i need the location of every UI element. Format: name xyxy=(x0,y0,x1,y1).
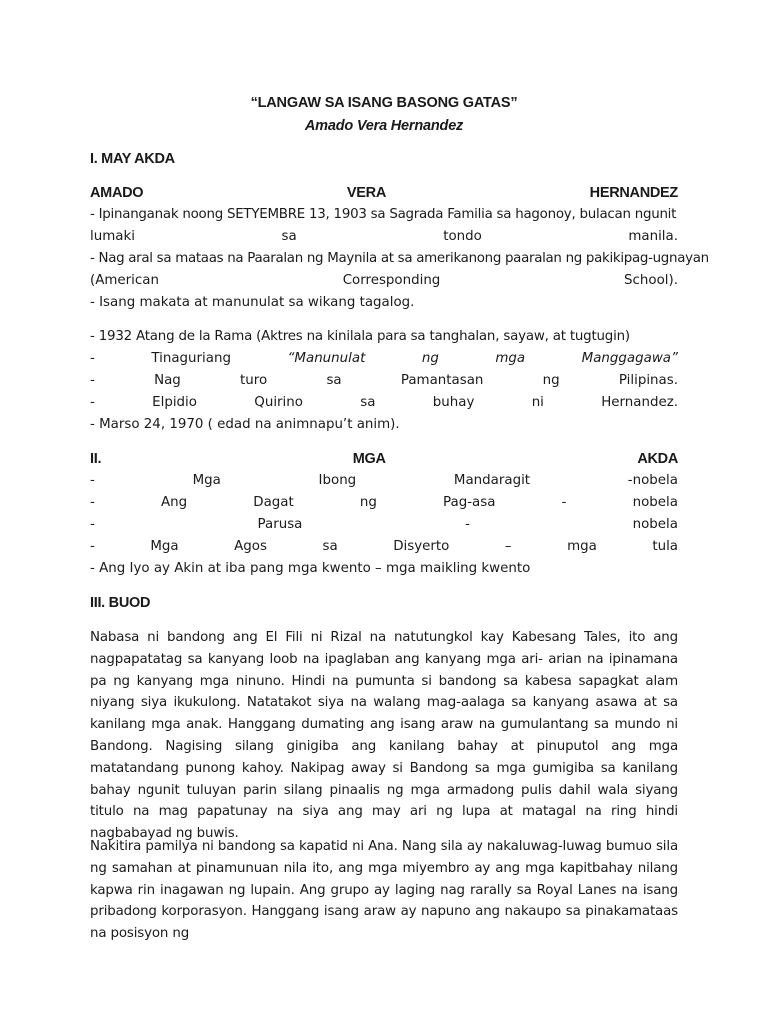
work-word: - xyxy=(90,473,95,488)
section-2-heading xyxy=(90,448,678,470)
work-line-5: - Ang Iyo ay Akin at iba pang mga kwento – mga maikling kwento xyxy=(90,561,531,576)
bio-line-2 xyxy=(90,226,678,248)
facts-line-3 xyxy=(90,370,678,392)
facts-line-5: - Marso 24, 1970 ( edad na animnapu’t anim). xyxy=(90,417,400,432)
facts-word: ng xyxy=(542,373,560,388)
facts-word: sa xyxy=(360,395,376,410)
bio-word: tondo xyxy=(443,229,482,244)
work-word: Ang xyxy=(160,495,188,510)
facts-word: Elpidio xyxy=(152,395,197,410)
section-1-heading: I. MAY AKDA xyxy=(90,151,175,167)
work-word: Disyerto xyxy=(393,539,450,554)
summary-paragraph-1-text: Nabasa ni bandong ang El Fili ni Rizal na natutungkol kay Kabesang Tales, ito ang nagpapatatag sa kanyang loob na ipaglaban ang kanyang mga ari- arian na ipinamana pa ng kanyang mga ninuno. Hindi na pumunta si bandong sa kabesa sapagkat alam niyang siya ikukulong. Natatakot siya na walang mag-aalaga sa kanyang asawa at sa kanilang mga anak. Hanggang dumating ang isang araw na gumulantang sa mundo ni Bandong. Nagising silang ginigiba ang kanilang bahay at pinuputol ang mga matatandang punong kahoy. Nakipag away si Bandong sa mga gumigiba sa kanilang bahay ngunit tuluyan parin silang pinaalis ng mga armadong pulis dahil wala siyang titulo na mag papatunay na siya ang may ari ng lupa at matagal na ring hindi nagbabayad ng buwis. xyxy=(90,630,678,842)
work-line-2 xyxy=(90,492,678,514)
title-block xyxy=(90,92,678,138)
section-2-heading-word: II. xyxy=(90,451,102,467)
work-word: Pag-asa xyxy=(443,495,496,510)
work-word: -nobela xyxy=(627,473,678,488)
work-word: - xyxy=(90,539,95,554)
facts-word: - xyxy=(90,373,95,388)
work-word: - xyxy=(90,495,95,510)
facts-word: Hernandez. xyxy=(601,395,678,410)
author-name-word: HERNANDEZ xyxy=(589,185,678,201)
work-word: sa xyxy=(322,539,338,554)
work-word: nobela xyxy=(632,517,678,532)
work-line-1 xyxy=(90,470,678,492)
bio-line-1: - Ipinanganak noong SETYEMBRE 13, 1903 sa Sagrada Familia sa hagonoy, bulacan ngunit xyxy=(90,207,677,222)
work-word: Dagat xyxy=(253,495,294,510)
bio-line-4 xyxy=(90,270,678,292)
bio-line-5: - Isang makata at manunulat sa wikang tagalog. xyxy=(90,295,415,310)
facts-word: Tinaguriang xyxy=(151,351,231,366)
work-word: ng xyxy=(359,495,377,510)
work-word: Agos xyxy=(234,539,267,554)
work-word: Ibong xyxy=(318,473,357,488)
work-word: tula xyxy=(652,539,678,554)
facts-word: - xyxy=(90,351,95,366)
work-word: Mga xyxy=(150,539,179,554)
facts-word: ni xyxy=(531,395,544,410)
facts-word: ng xyxy=(421,351,439,366)
facts-word: “Manunulat xyxy=(287,351,366,366)
bio-word: lumaki xyxy=(90,229,135,244)
bio-word: Corresponding xyxy=(342,273,441,288)
facts-word: Pilipinas. xyxy=(618,373,678,388)
facts-word: turo xyxy=(240,373,268,388)
facts-word: Quirino xyxy=(254,395,303,410)
author-name-line xyxy=(90,182,678,204)
bio-word: sa xyxy=(281,229,297,244)
author-name-word: VERA xyxy=(346,185,387,201)
document-title: “LANGAW SA ISANG BASONG GATAS” xyxy=(250,95,518,111)
facts-word: Nag xyxy=(154,373,181,388)
work-word: - xyxy=(561,495,567,510)
section-2-heading-word: MGA xyxy=(352,451,386,467)
work-word: Parusa xyxy=(257,517,303,532)
summary-paragraph-2-text: Nakitira pamilya ni bandong sa kapatid ni Ana. Nang sila ay nakaluwag-luwag bumuo sila ng samahan at pinamunuan nila ito, ang mga miyembro ay ang mga kapitbahay nilang kapwa rin inagawan ng lupain. Ang grupo ay laging nag rarally sa Royal Lanes na isang pribadong korporasyon. Hanggang isang araw ay napuno ang nakaupo sa pinakamataas na posisyon ng xyxy=(90,839,678,942)
section-3-heading: III. BUOD xyxy=(90,595,151,611)
work-line-4 xyxy=(90,536,678,558)
work-word: Mandaragit xyxy=(453,473,531,488)
bio-word: manila. xyxy=(628,229,678,244)
bio-word: School). xyxy=(624,273,678,288)
document-author: Amado Vera Hernandez xyxy=(304,118,464,134)
work-word: – xyxy=(504,539,512,554)
section-2-heading-word: AKDA xyxy=(637,451,678,467)
work-line-3 xyxy=(90,514,678,536)
work-word: nobela xyxy=(632,495,678,510)
summary-paragraph-2 xyxy=(90,836,678,945)
facts-word: Manggagawa” xyxy=(581,351,678,366)
facts-word: Pamantasan xyxy=(400,373,484,388)
facts-word: buhay xyxy=(432,395,475,410)
work-word: Mga xyxy=(192,473,221,488)
facts-line-4 xyxy=(90,392,678,414)
facts-line-1: - 1932 Atang de la Rama (Aktres na kinilala para sa tanghalan, sayaw, at tugtugin) xyxy=(90,329,630,344)
summary-paragraph-1 xyxy=(90,627,678,845)
work-word: - xyxy=(90,517,95,532)
facts-line-2 xyxy=(90,348,678,370)
facts-word: - xyxy=(90,395,95,410)
bio-word: (American xyxy=(90,273,159,288)
facts-word: mga xyxy=(495,351,526,366)
work-word: - xyxy=(465,517,470,532)
bio-line-3: - Nag aral sa mataas na Paaralan ng Maynila at sa amerikanong paaralan ng pakikipag-ugnayan xyxy=(90,251,709,266)
work-word: mga xyxy=(567,539,597,554)
facts-word: sa xyxy=(326,373,342,388)
author-name-word: AMADO xyxy=(90,185,144,201)
